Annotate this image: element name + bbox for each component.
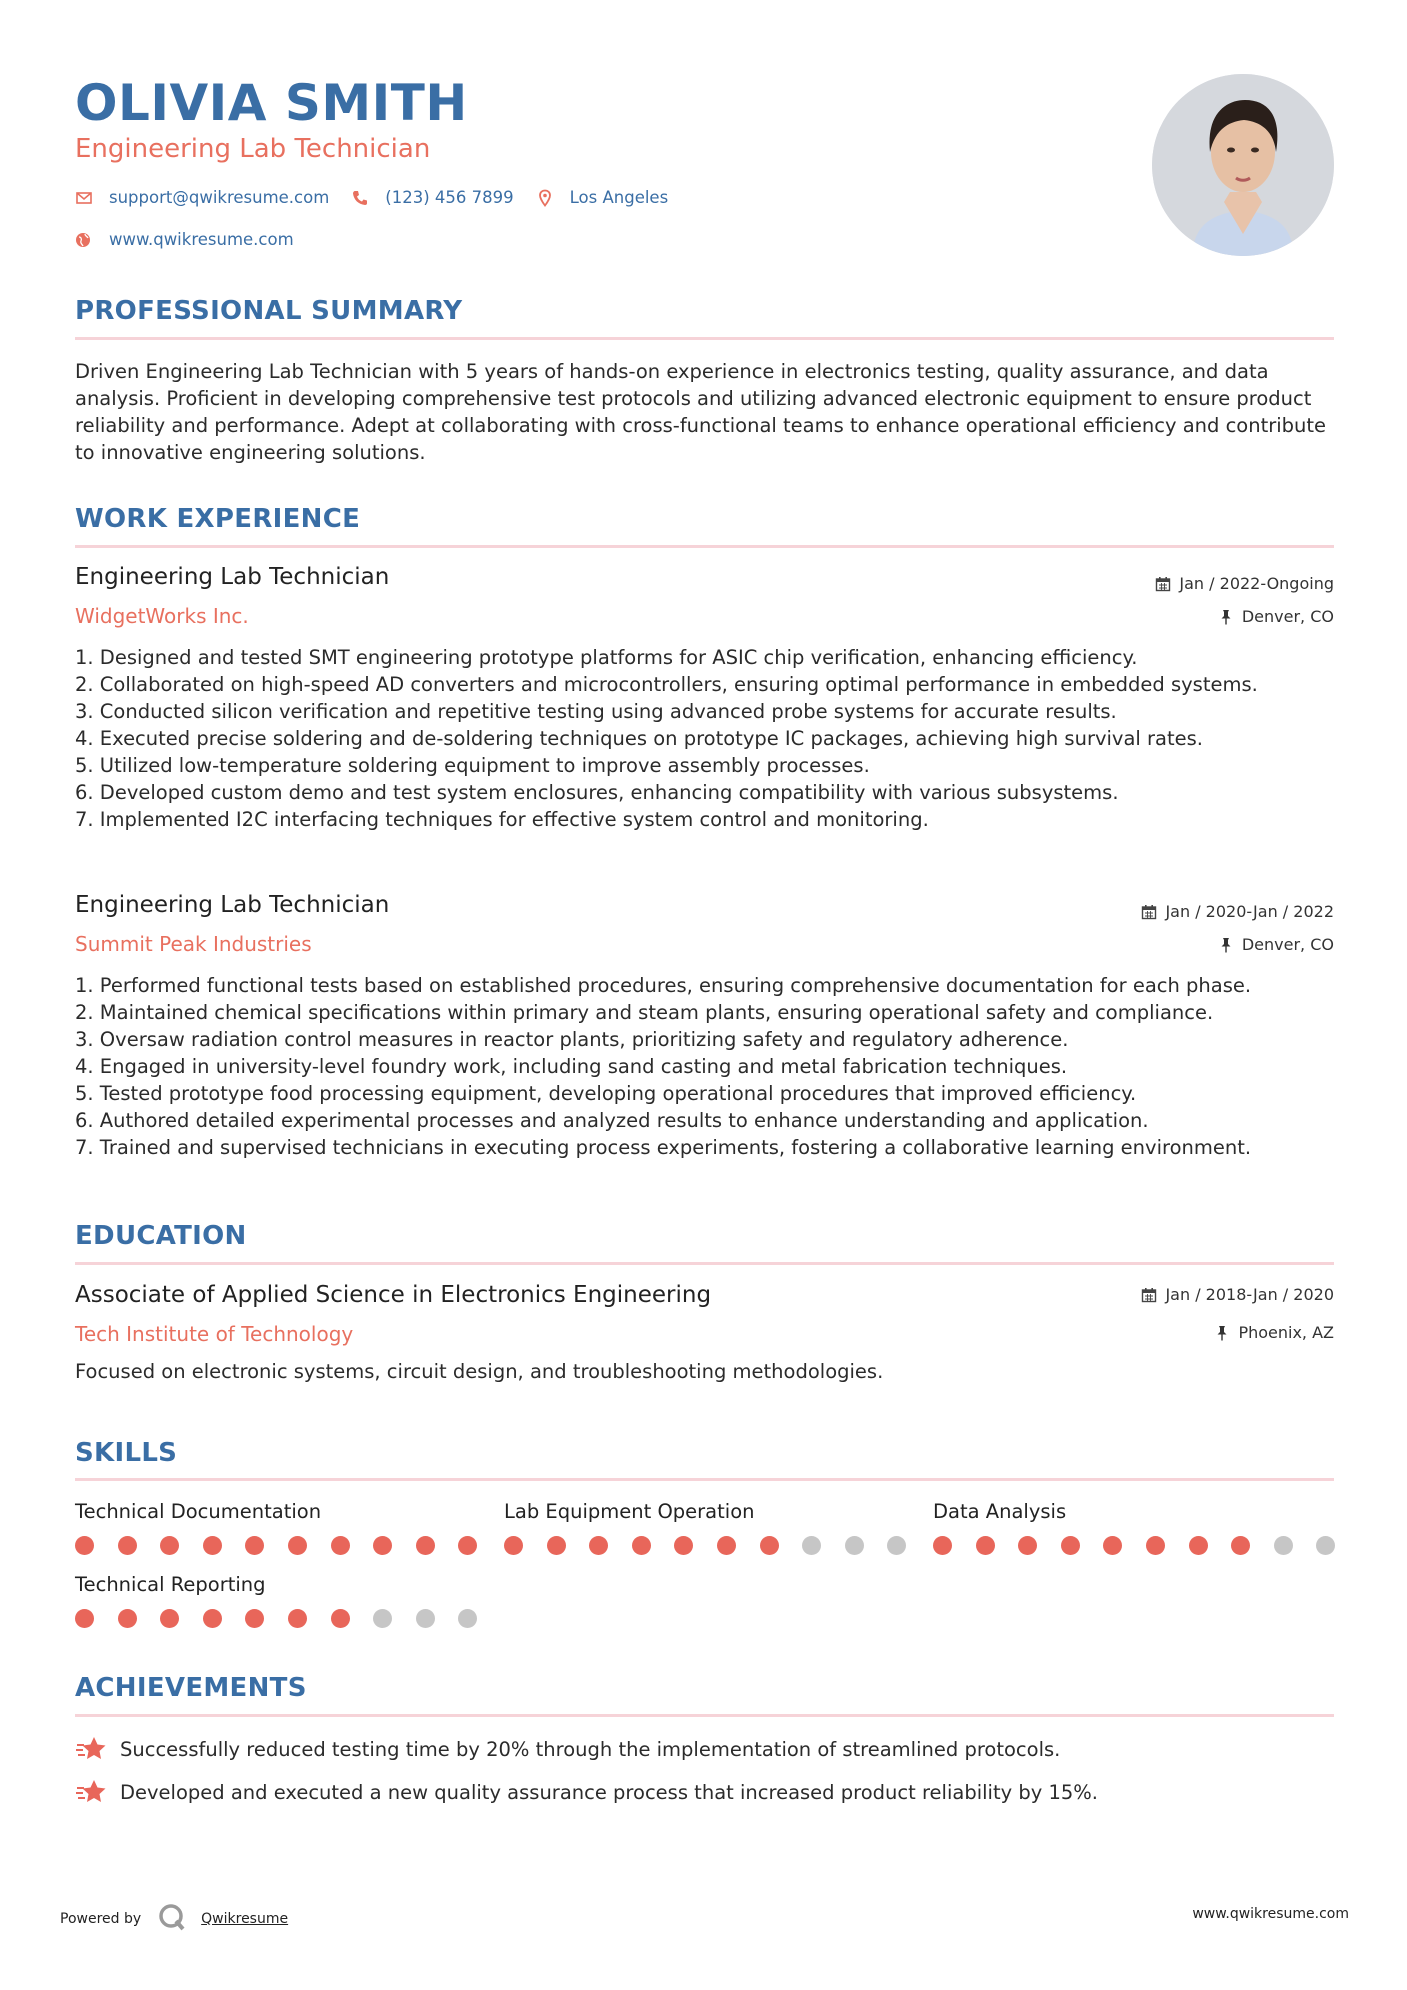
job-dates-text: Jan / 2022-Ongoing	[1179, 574, 1334, 593]
phone-icon	[351, 189, 369, 207]
star-icon	[75, 1735, 107, 1763]
skill-name: Technical Reporting	[75, 1573, 266, 1596]
degree-title: Associate of Applied Science in Electronics Engineering	[75, 1282, 712, 1308]
rating-dot-filled	[118, 1609, 137, 1628]
job-bullets	[75, 972, 1340, 1161]
contact-row	[75, 188, 690, 207]
footer-powered-by	[60, 1902, 288, 1936]
rating-dot-filled	[504, 1536, 523, 1555]
rating-dot-filled	[288, 1609, 307, 1628]
list-item: 1. Performed functional tests based on established procedures, ensuring comprehensive documentation for each phase.	[75, 974, 1252, 997]
calendar-icon	[1141, 904, 1157, 920]
summary-text: Driven Engineering Lab Technician with 5 years of hands-on experience in electronics testing, quality assurance, and data analysis. Proficient in developing comprehensive test protocols and utilizing advanced electronic equipment to ensure product reliability and performance. Adept at collaborating with cross-functional teams to enhance operational efficiency and contribute to innovative engineering solutions.	[75, 360, 1327, 464]
achievement-text: Developed and executed a new quality assurance process that increased product reliability by 15%.	[120, 1780, 1098, 1804]
job-location-text: Denver, CO	[1241, 935, 1334, 954]
rating-dot-filled	[976, 1536, 995, 1555]
skill-rating	[504, 1536, 930, 1555]
rating-dot-filled	[458, 1536, 477, 1555]
globe-icon	[75, 231, 93, 249]
rating-dot-filled	[203, 1609, 222, 1628]
section-divider	[75, 1714, 1334, 1717]
section-divider	[75, 337, 1334, 340]
rating-dot-filled	[75, 1536, 94, 1555]
list-item: 2. Maintained chemical specifications within primary and steam plants, ensuring operational safety and compliance.	[75, 1001, 1214, 1024]
rating-dot-filled	[245, 1609, 264, 1628]
rating-dot-filled	[331, 1609, 350, 1628]
section-divider	[75, 1478, 1334, 1481]
pin-icon	[1218, 937, 1234, 953]
footer-website[interactable]: www.qwikresume.com	[1192, 1906, 1349, 1922]
rating-dot-filled	[416, 1536, 435, 1555]
achievements-heading: ACHIEVEMENTS	[75, 1673, 307, 1703]
list-item: 6. Authored detailed experimental processes and analyzed results to enhance understanding and application.	[75, 1109, 1149, 1132]
list-item: 5. Tested prototype food processing equipment, developing operational procedures that improved efficiency.	[75, 1082, 1137, 1105]
education-location-text: Phoenix, AZ	[1238, 1323, 1334, 1342]
job-dates	[1155, 574, 1334, 593]
list-item: 5. Utilized low-temperature soldering equipment to improve assembly processes.	[75, 754, 870, 777]
rating-dot-filled	[288, 1536, 307, 1555]
job-title: Engineering Lab Technician	[75, 564, 390, 590]
rating-dot-filled	[1146, 1536, 1165, 1555]
rating-dot-filled	[547, 1536, 566, 1555]
website-row	[75, 230, 316, 249]
rating-dot-filled	[203, 1536, 222, 1555]
email-icon	[75, 189, 93, 207]
skill-rating	[75, 1609, 501, 1628]
list-item: 4. Executed precise soldering and de-soldering techniques on prototype IC packages, achieving high survival rates.	[75, 727, 1203, 750]
rating-dot-filled	[373, 1536, 392, 1555]
skills-heading: SKILLS	[75, 1438, 178, 1468]
rating-dot-filled	[632, 1536, 651, 1555]
list-item: 3. Oversaw radiation control measures in reactor plants, prioritizing safety and regulatory adherence.	[75, 1028, 1069, 1051]
education-dates-text: Jan / 2018-Jan / 2020	[1165, 1285, 1334, 1304]
rating-dot-filled	[160, 1609, 179, 1628]
summary-heading: PROFESSIONAL SUMMARY	[75, 296, 463, 326]
location-text: Los Angeles	[569, 188, 669, 207]
job-location	[1218, 935, 1334, 954]
candidate-role: Engineering Lab Technician	[75, 134, 431, 164]
rating-dot-filled	[118, 1536, 137, 1555]
company-name: WidgetWorks Inc.	[75, 604, 249, 628]
list-item: 4. Engaged in university-level foundry work, including sand casting and metal fabrication techniques.	[75, 1055, 1068, 1078]
location-pin-icon	[536, 189, 554, 207]
rating-dot-empty	[416, 1609, 435, 1628]
rating-dot-empty	[1316, 1536, 1335, 1555]
rating-dot-filled	[1103, 1536, 1122, 1555]
school-name: Tech Institute of Technology	[75, 1322, 354, 1346]
education-dates	[1141, 1285, 1334, 1304]
rating-dot-filled	[75, 1609, 94, 1628]
achievement-text: Successfully reduced testing time by 20% through the implementation of streamlined protocols.	[120, 1737, 1061, 1761]
rating-dot-filled	[717, 1536, 736, 1555]
pin-icon	[1218, 609, 1234, 625]
rating-dot-filled	[1018, 1536, 1037, 1555]
job-bullets	[75, 644, 1340, 833]
list-item: 2. Collaborated on high-speed AD converters and microcontrollers, ensuring optimal performance in embedded systems.	[75, 673, 1258, 696]
website-link[interactable]: www.qwikresume.com	[109, 230, 294, 249]
list-item	[75, 1778, 1098, 1806]
skill-name: Technical Documentation	[75, 1500, 322, 1523]
rating-dot-filled	[1189, 1536, 1208, 1555]
rating-dot-filled	[589, 1536, 608, 1555]
list-item: 7. Implemented I2C interfacing techniques for effective system control and monitoring.	[75, 808, 929, 831]
calendar-icon	[1155, 576, 1171, 592]
list-item: 3. Conducted silicon verification and repetitive testing using advanced probe systems for accurate results.	[75, 700, 1117, 723]
skill-rating	[75, 1536, 501, 1555]
candidate-name: OLIVIA SMITH	[75, 74, 468, 132]
rating-dot-filled	[760, 1536, 779, 1555]
phone-text: (123) 456 7899	[385, 188, 514, 207]
job-location	[1218, 607, 1334, 626]
rating-dot-filled	[245, 1536, 264, 1555]
rating-dot-filled	[331, 1536, 350, 1555]
company-name: Summit Peak Industries	[75, 932, 312, 956]
qwikresume-link[interactable]: Qwikresume	[201, 1911, 289, 1927]
education-location	[1214, 1323, 1334, 1342]
job-title: Engineering Lab Technician	[75, 892, 390, 918]
calendar-icon	[1141, 1287, 1157, 1303]
rating-dot-filled	[160, 1536, 179, 1555]
rating-dot-empty	[802, 1536, 821, 1555]
qwikresume-logo-icon	[157, 1902, 187, 1936]
profile-photo	[1152, 74, 1334, 256]
section-divider	[75, 1262, 1334, 1265]
job-dates-text: Jan / 2020-Jan / 2022	[1165, 902, 1334, 921]
section-divider	[75, 545, 1334, 548]
education-description: Focused on electronic systems, circuit design, and troubleshooting methodologies.	[75, 1360, 884, 1383]
rating-dot-filled	[933, 1536, 952, 1555]
skill-name: Data Analysis	[933, 1500, 1067, 1523]
email-link[interactable]: support@qwikresume.com	[109, 188, 330, 207]
list-item: 1. Designed and tested SMT engineering prototype platforms for ASIC chip verification, enhancing efficiency.	[75, 646, 1138, 669]
rating-dot-empty	[373, 1609, 392, 1628]
star-icon	[75, 1778, 107, 1806]
job-dates	[1141, 902, 1334, 921]
list-item	[75, 1735, 1060, 1763]
skill-rating	[933, 1536, 1359, 1555]
list-item: 6. Developed custom demo and test system enclosures, enhancing compatibility with various subsystems.	[75, 781, 1119, 804]
rating-dot-filled	[674, 1536, 693, 1555]
rating-dot-empty	[1274, 1536, 1293, 1555]
rating-dot-filled	[1231, 1536, 1250, 1555]
skill-name: Lab Equipment Operation	[504, 1500, 755, 1523]
rating-dot-filled	[1061, 1536, 1080, 1555]
rating-dot-empty	[845, 1536, 864, 1555]
pin-icon	[1214, 1325, 1230, 1341]
powered-by-label: Powered by	[60, 1911, 142, 1927]
experience-heading: WORK EXPERIENCE	[75, 504, 361, 534]
list-item: 7. Trained and supervised technicians in executing process experiments, fostering a collaborative learning environment.	[75, 1136, 1252, 1159]
rating-dot-empty	[887, 1536, 906, 1555]
job-location-text: Denver, CO	[1241, 607, 1334, 626]
rating-dot-empty	[458, 1609, 477, 1628]
education-heading: EDUCATION	[75, 1221, 247, 1251]
